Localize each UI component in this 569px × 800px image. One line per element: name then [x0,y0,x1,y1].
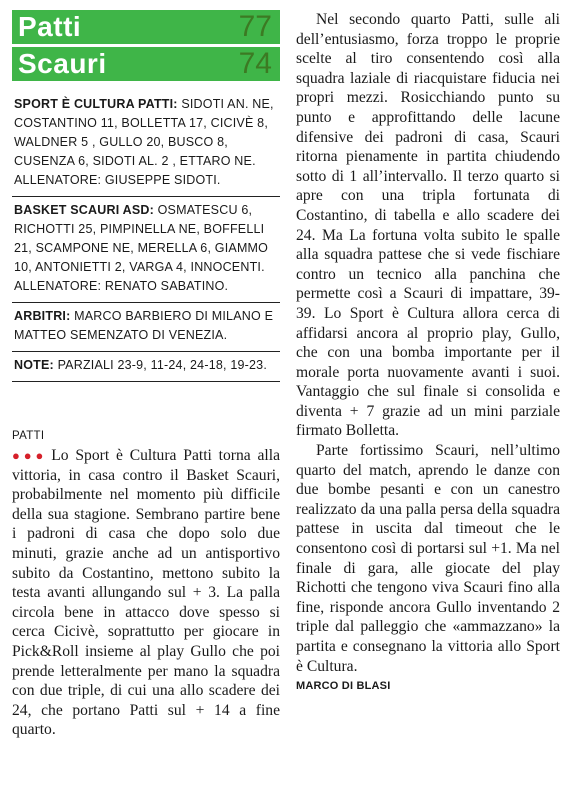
notes [12,352,280,382]
article-byline: MARCO DI BLASI [296,680,391,693]
article-paragraph [12,446,280,740]
home-team-score: 77 [238,10,272,43]
scoreboard-row-home [12,10,280,44]
lineup-home-text: SIDOTI AN. NE, COSTANTINO 11, BOLLETTA 17, CICIVÈ 8, WALDNER 5 , GULLO 20, BUSCO 8, CUSENZA 6, SIDOTI AL. 2 , ETTARO NE. ALLENATORE: GIUSEPPE SIDOTI. [14,97,274,187]
away-team-name: Scauri [18,48,107,79]
article-paragraph: Nel secondo quarto Patti, sulle ali dell’entusiasmo, forza troppo le proprie scelte al tiro consentendo così alla squadra laziale di riacquistare fiducia nei propri mezzi. Rosicchiando punto su punto e approfittando delle lacune difensive dei padroni di casa, Scauri ritorna pienamente in partita chiudendo sotto di 1 all’intervallo. Il terzo quarto si apre con una tripla fortunata di Costantino, di tabella e allo scadere dei 24. Ma La fortuna volta subito le spalle alla squadra pattese che si vede fischiare contro un tecnico alla panchina che permette così a Scauri di impattare, 39-39. Lo Sport è Cultura allora cerca di affidarsi ancora al proprio play, Gullo, che con una bomba importante per il morale porta nuovamente avanti i suoi. Vantaggio che sul finale si consolida e diventa + 7 grazie ad un mini parziale firmato Bolletta. [296,11,560,440]
referees-text: MARCO BARBIERO DI MILANO E MATTEO SEMENZATO DI VENEZIA. [14,309,274,342]
left-column [12,10,280,740]
lineup-away [12,197,280,303]
lineup-home-label: SPORT È CULTURA PATTI: [14,97,178,111]
referees-label: ARBITRI: [14,309,71,323]
notes-label: NOTE: [14,358,54,372]
article-right-body [296,10,560,676]
article-section-label: PATTI [12,430,45,442]
article-left-body [12,446,280,740]
bullet-dots-icon: ●●● [12,448,48,463]
notes-text: PARZIALI 23-9, 11-24, 24-18, 19-23. [53,358,267,372]
scoreboard-row-away [12,47,280,81]
lineup-away-text: OSMATESCU 6, RICHOTTI 25, PIMPINELLA NE, BOFFELLI 21, SCAMPONE NE, MERELLA 6, GIAMMO 10, ANTONIETTI 2, VARGA 4, INNOCENTI. ALLENATORE: RENATO SABATINO. [14,203,269,293]
referees [12,303,280,352]
lineup-away-label: BASKET SCAURI ASD: [14,203,154,217]
lineup-home [12,91,280,197]
article-paragraph-text: Lo Sport è Cultura Patti torna alla vittoria, in casa contro il Basket Scauri, probabilmente nel momento più difficile della sua stagione. Sembrano partire bene i padroni di casa che dopo solo due minuti, grazie anche ad un antisportivo subito da Costantino, mettono subito la testa avanti allungando sul + 3. La palla circola bene in attacco dove spesso si cerca Cicivè, soprattutto per giocare in Pick&Roll insieme al play Gullo che poi prende letteralmente per mano la squadra con due triple, di cui una allo scadere dei 24, che portano Patti sul + 14 a fine quarto. [12,447,280,739]
away-team-score: 74 [238,47,272,80]
right-column [296,10,560,692]
home-team-name: Patti [18,11,82,42]
article-paragraph: Parte fortissimo Scauri, nell’ultimo quarto del match, aprendo le danze con due bombe pesanti e con un canestro realizzato da una palla persa della squadra pattese in uscita dal timeout che le consentono così di portarsi sul +1. Ma nel finale di gara, alle giocate del play Richotti che tengono viva Scauri fino alla fine, risponde ancora Gullo inventando 2 triple dal palleggio che «ammazzano» la partita e consegnano la vittoria allo Sport è Cultura. [296,442,560,675]
